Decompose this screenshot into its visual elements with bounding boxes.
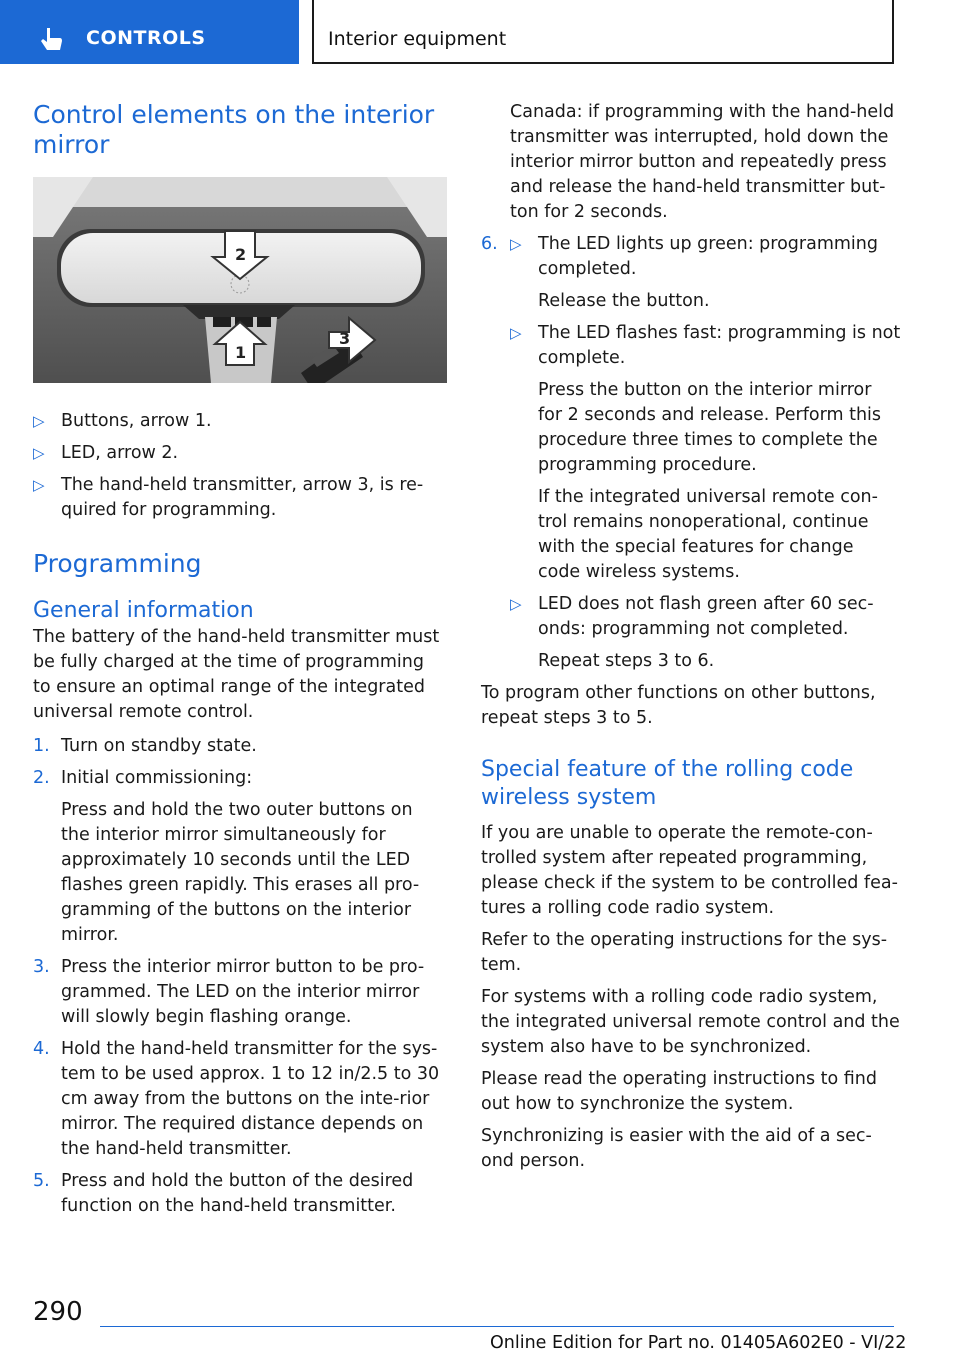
step-item: 1. Turn on standby state. [33, 736, 257, 756]
result-item: ▷ The LED flashes fast: programming is not complete. Press the button on the interior mirror for 2 seconds and release. Perform this procedure three times to complete the programming procedure. If the integrated universal remote con-trol remains nonoperational, continue with the special features for change code wireless systems. [510, 323, 901, 582]
step-item: 6. ▷ The LED lights up green: programming completed. Release the button. ▷ The LED flashes fast: programming is not complete. Press the button on the interior mirror for 2 seconds and release. Perform this procedure three times to complete the programming procedure. If the integrated universal remote con-trol remains nonoperational, continue with the special features for change code wireless systems. ▷ LED does not flash green after 60 sec-onds: programming not completed. Repeat steps 3 to 6. [481, 232, 901, 674]
step-item: 4. Hold the hand-held transmitter for the sys-tem to be used approx. 1 to 12 in/2.5 to 30 cm away from the buttons on the inte-rior mirror. The required distance depends on the hand-held transmitter. [33, 1039, 440, 1159]
figure-label-2: 2 [235, 245, 247, 264]
footer-divider [100, 1326, 894, 1327]
paragraph: Please read the operating instructions to find out how to synchronize the system. [481, 1069, 877, 1114]
chapter-title: Interior equipment [328, 28, 507, 50]
hand-pointer-icon [38, 26, 64, 52]
paragraph: Synchronizing is easier with the aid of a sec-ond person. [481, 1126, 872, 1171]
paragraph: If you are unable to operate the remote-con-trolled system after repeated programming, please check if the system to be controlled fea-tures a rolling code radio system. [481, 823, 898, 918]
right-column [481, 100, 901, 1174]
mirror-title: Control elements on the interior mirror [33, 100, 435, 159]
interior-mirror-figure [33, 177, 447, 383]
result-item: ▷ LED does not flash green after 60 sec-onds: programming not completed. Repeat steps 3 to 6. [510, 594, 874, 671]
edition-note: Online Edition for Part no. 01405A602E0 - VI/22 [490, 1333, 907, 1353]
figure-label-1: 1 [235, 343, 247, 362]
result-item: ▷ The LED lights up green: programming completed. Release the button. [510, 234, 878, 311]
figure-label-3: 3 [339, 329, 351, 348]
paragraph: For systems with a rolling code radio system, the integrated universal remote control and the system also have to be synchronized. [481, 987, 900, 1057]
left-column [33, 100, 443, 1219]
step-item: 3. Press the interior mirror button to be pro-grammed. The LED on the interior mirror will slowly begin flashing orange. [33, 957, 425, 1027]
paragraph: Refer to the operating instructions for the sys-tem. [481, 930, 888, 975]
programming-title: Programming [33, 549, 202, 578]
general-information-title: General information [33, 598, 254, 623]
step-item: 2. Initial commissioning: Press and hold the two outer buttons on the interior mirror simultaneously for approximately 10 seconds until the LED flashes green rapidly. This erases all pro-gramming of the buttons on the interior mirror. [33, 768, 420, 945]
chapter-header [312, 0, 894, 64]
other-buttons-paragraph: To program other functions on other buttons, repeat steps 3 to 5. [481, 683, 876, 728]
section-tab[interactable] [0, 0, 299, 64]
bullet-item: ▷ Buttons, arrow 1. [33, 411, 212, 431]
bullet-item: ▷ LED, arrow 2. [33, 443, 179, 463]
section-label: CONTROLS [86, 27, 206, 49]
intro-paragraph: The battery of the hand-held transmitter must be fully charged at the time of programming to ensure an optimal range of the integrated universal remote control. [33, 627, 440, 722]
page-number: 290 [33, 1297, 83, 1327]
step-item: 5. Press and hold the button of the desired function on the hand-held transmitter. [33, 1171, 414, 1216]
special-feature-title: Special feature of the rolling code wireless system [481, 757, 854, 810]
bullet-item: ▷ The hand-held transmitter, arrow 3, is re-quired for programming. [33, 475, 424, 520]
canada-note: Canada: if programming with the hand-held transmitter was interrupted, hold down the interior mirror button and repeatedly press and release the hand-held transmitter but-ton for 2 seconds. [510, 102, 895, 222]
